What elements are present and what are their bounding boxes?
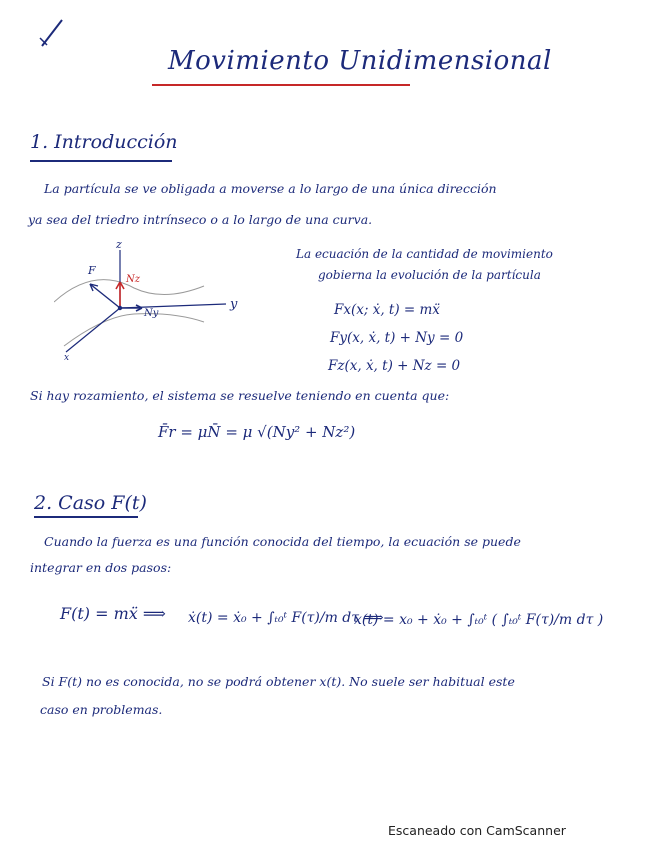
paragraph-line: gobierna la evolución de la partícula [318,268,541,282]
label-x: x [64,353,70,363]
label-F: F [88,264,96,277]
paragraph-line: La partícula se ve obligada a moverse a lo largo de una única dirección [44,181,497,196]
label-Nz: Nz [126,274,141,285]
label-z: z [116,238,122,251]
label-y: y [230,297,238,312]
page-title: Movimiento Unidimensional [168,46,552,76]
equation-y: Fy(x, ẋ, t) + Ny = 0 [330,330,464,346]
friction-equation: F̄r = μN̄ = μ √(Ny² + Nz²) [158,423,356,441]
axes-diagram [54,236,254,364]
title-underline [152,84,410,86]
scanner-watermark: Escaneado con CamScanner [388,823,566,838]
paragraph-line: caso en problemas. [40,702,163,717]
paragraph-line: Si F(t) no es conocida, no se podrá obtener x(t). No suele ser habitual este [42,674,515,689]
section-heading-caso-f: 2. Caso F(t) [34,492,147,514]
trajectory-curve [64,314,204,346]
corner-mark-icon [38,14,68,50]
paragraph-line: ya sea del triedro intrínseco o a lo largo de una curva. [28,212,373,227]
paragraph-line: La ecuación de la cantidad de movimiento [296,247,553,261]
x-axis [66,308,120,352]
heading-underline [30,160,172,162]
paragraph-line: integrar en dos pasos: [30,560,172,575]
section-heading-introduccion: 1. Introducción [30,131,178,153]
force-vector [90,284,120,308]
particle-point [118,306,122,310]
label-Ny: Ny [144,308,159,319]
paragraph-line: Cuando la fuerza es una función conocida del tiempo, la ecuación se puede [44,534,521,549]
paragraph-line: Si hay rozamiento, el sistema se resuelve teniendo en cuenta que: [30,388,450,403]
equation-position: x(t) = x₀ + ẋ₀ + ∫ₜ₀ᵗ ( ∫ₜ₀ᵗ F(τ)/m dτ ) [354,612,604,628]
heading-underline [34,516,138,518]
equation-x: Fx(x; ẋ, t) = mẍ [334,302,440,318]
equation-newton: F(t) = mẍ ⟹ [60,604,166,623]
equation-velocity: ẋ(t) = ẋ₀ + ∫ₜ₀ᵗ F(τ)/m dτ ⟹ [188,610,384,626]
equation-z: Fz(x, ẋ, t) + Nz = 0 [328,358,461,374]
